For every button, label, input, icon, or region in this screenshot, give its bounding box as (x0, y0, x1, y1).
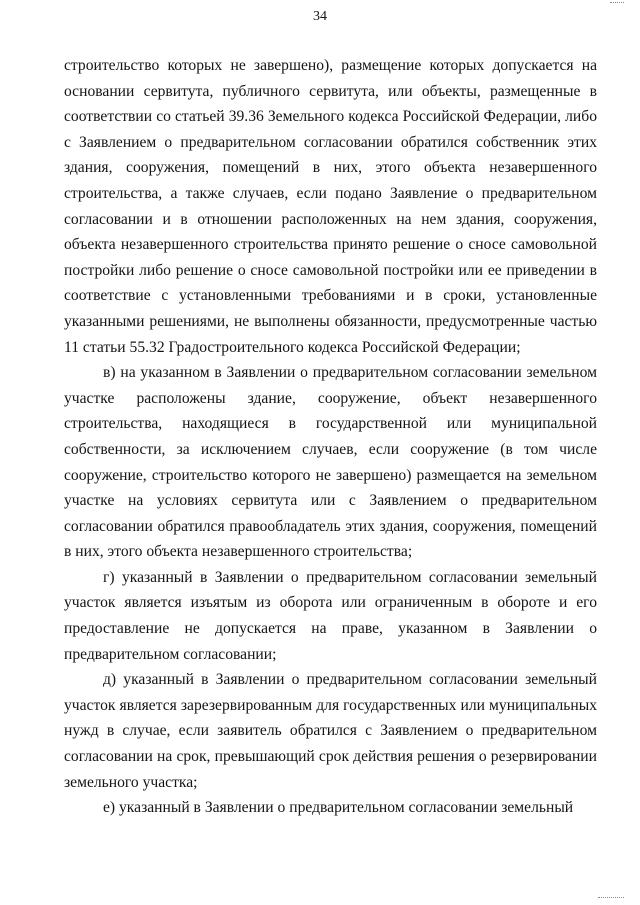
paragraph-item-v: в) на указанном в Заявлении о предварительном согласовании земельном участке расположены здание, сооружение, объект незавершенного строительства, находящиеся в государственной или муниципальной собственности, за исключением случаев, если сооружение (в том числе сооружение, строительство которого не завершено) размещается на земельном участке на условиях сервитута или с Заявлением о предварительном согласовании обратился правообладатель этих здания, сооружения, помещений в них, этого объекта незавершенного строительства; (64, 364, 597, 561)
scan-mark-top (610, 2, 624, 5)
paragraph-continuation: строительство которых не завершено), размещение которых допускается на основании сервитута, публичного сервитута, или объекты, размещенные в соответствии со статьей 39.36 Земельного кодекса Российской Федерации, либо с Заявлением о предварительном согласовании обратился собственник этих здания, сооружения, помещений в них, этого объекта незавершенного строительства, а также случаев, если подано Заявление о предварительном согласовании и в отношении расположенных на нем здания, сооружения, объекта незавершенного строительства принято решение о сносе самовольной постройки либо решение о сносе самовольной постройки или ее приведении в соответствие с установленными требованиями и в сроки, установленные указанными решениями, не выполнены обязанности, предусмотренные частью 11 статьи 55.32 Градостроительного кодекса Российской Федерации; (64, 57, 597, 356)
paragraph-item-e: е) указанный в Заявлении о предварительном согласовании земельный (103, 799, 574, 817)
paragraph-item-d: д) указанный в Заявлении о предварительном согласовании земельный участок является зарезервированным для государственных или муниципальных нужд в случае, если заявитель обратился с Заявлением о предварительном согласовании на срок, превышающий срок действия решения о резервировании земельного участка; (64, 671, 597, 791)
document-body (64, 53, 597, 821)
paragraph-item-g: г) указанный в Заявлении о предварительном согласовании земельный участок является изъятым из оборота или ограниченным в обороте и его предоставление не допускается на праве, указанном в Заявлении о предварительном согласовании; (64, 568, 597, 663)
scan-mark-bottom (598, 897, 624, 900)
page-number: 34 (313, 9, 327, 24)
